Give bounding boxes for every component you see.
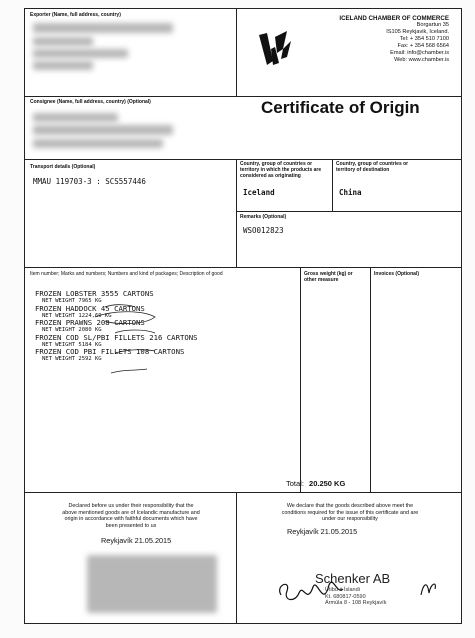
page-title: Certificate of Origin (261, 98, 420, 117)
chamber-logo-icon (253, 27, 295, 69)
chamber-address (339, 15, 449, 64)
consignee-redacted (33, 125, 173, 135)
origin-label-line: considered as originating (240, 173, 301, 179)
divider (236, 9, 237, 96)
divider (370, 267, 371, 492)
chamber-place-date: Reykjavík 21.05.2015 (101, 536, 172, 545)
weight-header-line: other measure (304, 277, 339, 283)
divider (332, 159, 333, 211)
total-value: 20.250 KG (309, 479, 346, 488)
exporter-place-date: Reykjavík 21.05.2015 (287, 527, 358, 536)
origin-label-line: Country, group of countries or (240, 161, 313, 167)
stamp-line: Kt. 680817-0590 (325, 593, 366, 600)
chamber-address-line: Borgartun 35 (416, 22, 449, 28)
goods-net-weight: NET WEIGHT 7965 KG (42, 298, 102, 304)
total-label: Total: (286, 479, 304, 488)
declaration-line: Declared before us under their responsibility that the (68, 503, 194, 509)
chamber-tel: Tel: + 354 510 7100 (399, 36, 449, 42)
goods-header-label: Item number; Marks and numbers; Numbers and kind of packages; Description of good (30, 271, 223, 277)
destination-label-line: territory of destination (336, 167, 390, 173)
declaration-line: under our responsibility (322, 516, 378, 522)
invoices-header-label: Invoices (Optional) (374, 271, 420, 277)
transport-value: MMAU 119703-3 : SCS557446 (33, 177, 146, 186)
chamber-stamp-redacted (87, 555, 217, 613)
divider (25, 96, 461, 97)
exporter-redacted (33, 49, 128, 58)
consignee-label: Consignee (Name, full address, country) (Optional) (30, 99, 151, 105)
declaration-chamber (35, 503, 227, 529)
remarks-label: Remarks (Optional) (240, 214, 287, 220)
divider (25, 267, 461, 268)
divider (236, 159, 237, 267)
transport-label: Transport details (Optional) (30, 164, 96, 170)
divider (300, 267, 301, 492)
exporter-redacted (33, 37, 93, 46)
destination-label (336, 161, 408, 173)
divider (25, 492, 461, 493)
weight-header-line: Gross weight (kg) or (304, 271, 353, 277)
declaration-exporter (245, 503, 455, 523)
chamber-web: Web: www.chamber.is (394, 57, 449, 63)
goods-description: FROZEN LOBSTER 3555 CARTONS (35, 289, 154, 298)
origin-label-line: territory in which the products are (240, 167, 322, 173)
goods-net-weight: NET WEIGHT 2592 KG (42, 356, 102, 362)
signature-icon (273, 565, 383, 615)
origin-label (240, 161, 321, 179)
goods-description: FROZEN HADDOCK 45 CARTONS (35, 303, 145, 313)
destination-value: China (339, 188, 362, 197)
goods-net-weight: NET WEIGHT 1224,69 KG (42, 312, 112, 319)
goods-description: FROZEN COD SL/PBI FILLETS 216 CARTONS (35, 332, 198, 342)
chamber-name: ICELAND CHAMBER OF COMMERCE (339, 15, 449, 22)
declaration-line: above mentioned goods are of Icelandic manufacture and (62, 509, 200, 516)
declaration-line: origin in accordance with faithful documents which have (64, 516, 198, 522)
exporter-redacted (33, 23, 173, 33)
destination-label-line: Country, group of countries or (336, 161, 409, 167)
divider (25, 159, 461, 160)
exporter-label: Exporter (Name, full address, country) (30, 12, 121, 18)
stamp-name: Schenker AB (315, 571, 391, 586)
declaration-line: conditions required for the issue of this certificate and are (281, 509, 419, 516)
remarks-value: WSO012823 (243, 226, 284, 235)
stamp-line: Útibú á Íslandi (325, 587, 360, 593)
goods-description: FROZEN COD PBI FILLETS 108 CARTONS (35, 347, 185, 356)
declaration-line: been presented to us (105, 522, 157, 529)
goods-net-weight: NET WEIGHT 5184 KG (42, 341, 102, 348)
pen-annotation-icon (75, 295, 235, 385)
consignee-redacted (33, 113, 118, 122)
chamber-address-line: IS105 Reykjavik, Iceland. (386, 29, 449, 35)
stamp-line: Ármúla 8 - 108 Reykjavík (325, 600, 387, 606)
chamber-fax: Fax: + 354 568 6564 (397, 43, 449, 49)
origin-value: Iceland (243, 188, 275, 197)
total (286, 479, 345, 488)
goods-net-weight: NET WEIGHT 2080 KG (42, 327, 102, 333)
declaration-line: We declare that the goods described above meet the (286, 503, 414, 509)
certificate-document (24, 8, 462, 624)
divider (236, 492, 237, 623)
exporter-redacted (33, 61, 93, 70)
chamber-email: Email: info@chamber.is (390, 50, 449, 56)
weight-header-label (304, 271, 353, 283)
consignee-redacted (33, 139, 163, 148)
goods-description: FROZEN PRAWNS 208 CARTONS (35, 318, 145, 327)
divider (236, 211, 461, 212)
initials-icon (417, 575, 441, 599)
